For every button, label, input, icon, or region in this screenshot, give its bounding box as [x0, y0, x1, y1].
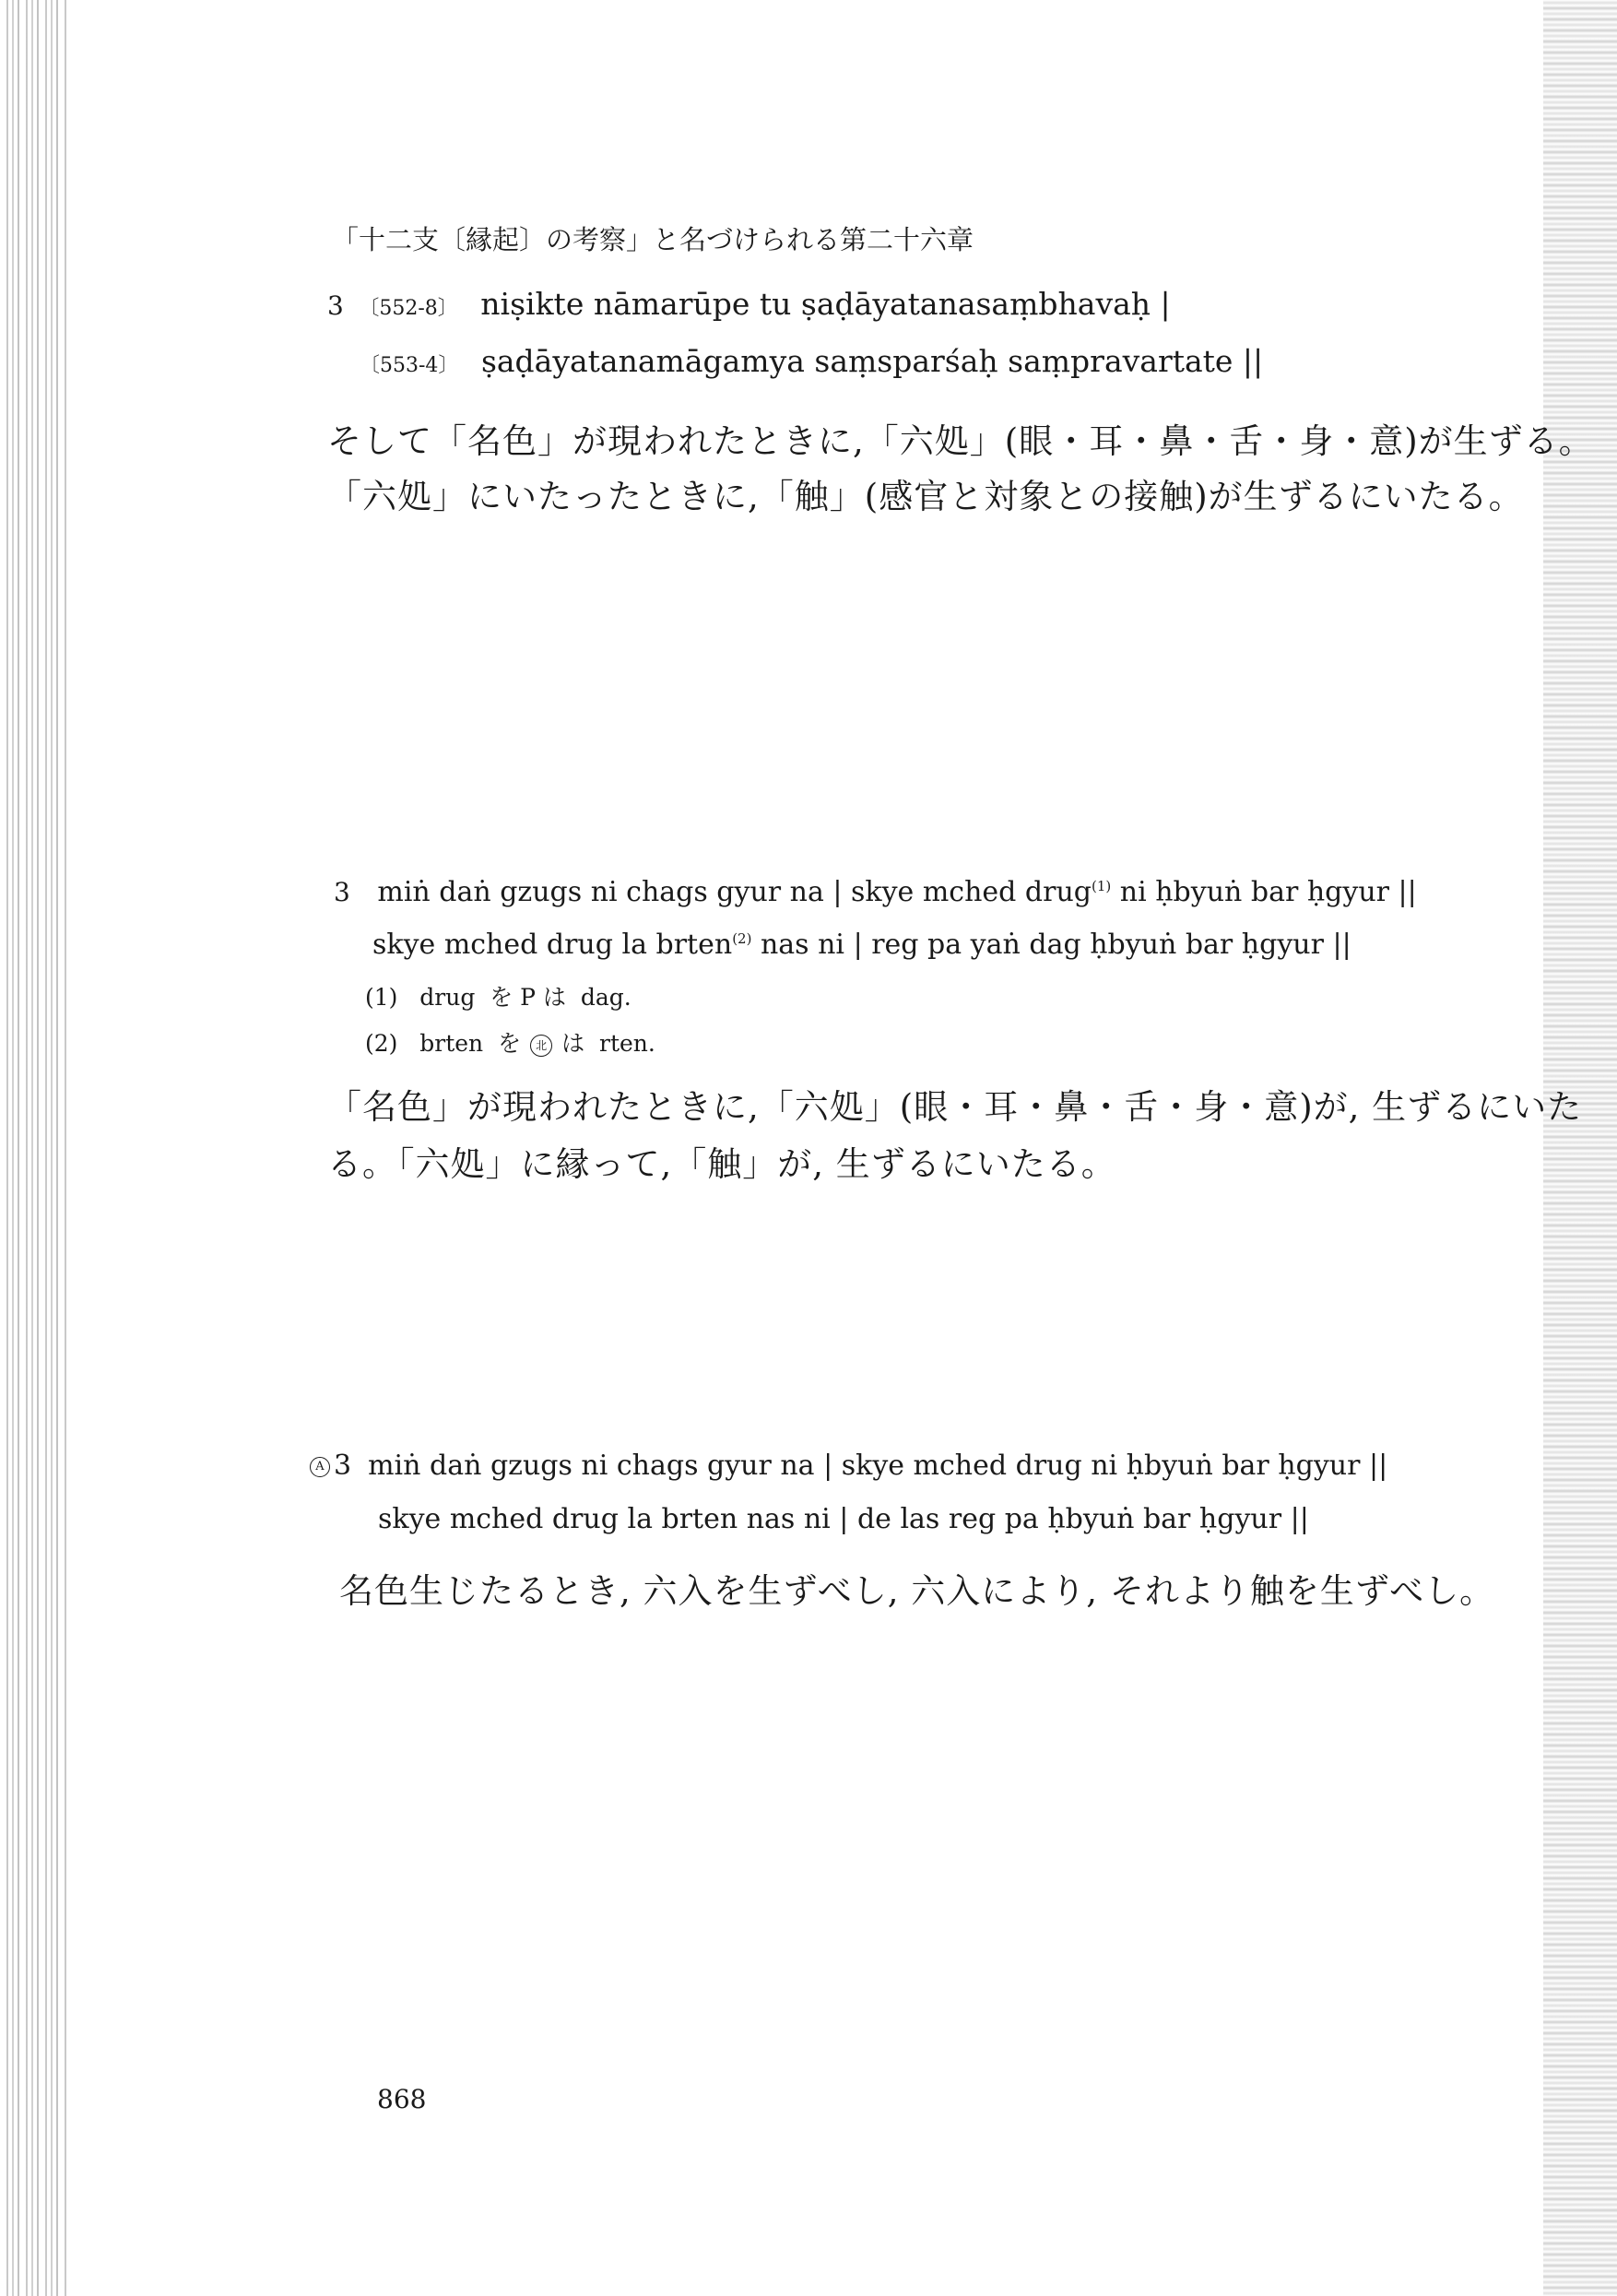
- verse-reference: 〔552-8〕: [359, 297, 458, 320]
- tibetan-translation-line-1: 「名色」が現われたときに,「六処」(眼・耳・鼻・舌・身・意)が, 生ずるにいた: [327, 1087, 1583, 1127]
- commentary-line-1: [310, 1450, 1387, 1482]
- scan-edge-right: [1543, 0, 1617, 2296]
- verse-number: 3: [334, 877, 350, 907]
- sanskrit-line-1: [327, 286, 1171, 322]
- tibetan-text: miṅ daṅ gzugs ni chags gyur na | skye mched drug ni ḥbyuṅ bar ḥgyur ||: [368, 1450, 1388, 1482]
- page-number: 868: [377, 2084, 427, 2114]
- footnote-variant: dag.: [580, 984, 631, 1011]
- verse-number: 3: [327, 290, 344, 321]
- chapter-heading: 「十二支〔縁起〕の考察」と名づけられる第二十六章: [332, 224, 974, 255]
- commentary-translation: 名色生じたるとき, 六入を生ずべし, 六入により, それより触を生ずべし。: [339, 1571, 1495, 1611]
- scan-edge-left: [0, 0, 68, 2296]
- footnote-number: (1): [365, 984, 398, 1011]
- commentary-line-2: skye mched drug la brten nas ni | de las reg pa ḥbyuṅ bar ḥgyur ||: [378, 1503, 1309, 1535]
- tibetan-text: nas ni | reg pa yaṅ dag ḥbyuṅ bar ḥgyur ||: [751, 929, 1351, 961]
- sanskrit-translation-line-1: そして「名色」が現われたときに,「六処」(眼・耳・鼻・舌・身・意)が生ずる。: [327, 421, 1594, 461]
- footnote-term: brten: [419, 1030, 484, 1057]
- footnote-term: drug: [419, 984, 476, 1011]
- peking-edition-icon: 北: [530, 1035, 552, 1057]
- footnote-number: (2): [365, 1030, 398, 1057]
- tibetan-line-2: [372, 929, 1351, 961]
- footnote-marker: (1): [1091, 878, 1112, 894]
- sanskrit-text: ṣaḍāyatanamāgamya saṃsparśaḥ saṃpravartate ||: [480, 343, 1264, 379]
- tibetan-text: skye mched drug la brten: [372, 929, 733, 961]
- footnote-text: は: [561, 1030, 585, 1057]
- tibetan-translation-line-2: る。「六処」に縁って,「触」が, 生ずるにいたる。: [327, 1144, 1116, 1184]
- verse-reference: 〔553-4〕: [360, 354, 459, 377]
- sanskrit-line-2: [354, 343, 1263, 379]
- footnote-text: を P は: [490, 984, 566, 1011]
- footnote-marker: (2): [732, 930, 752, 947]
- footnote-variant: rten.: [599, 1030, 655, 1057]
- verse-number: 3: [334, 1450, 352, 1482]
- tibetan-text: miṅ daṅ gzugs ni chags gyur na | skye mched drug: [377, 876, 1092, 908]
- sanskrit-translation-line-2: 「六処」にいたったときに,「触」(感官と対象との接触)が生ずるにいたる。: [327, 477, 1524, 516]
- footnote-1: [365, 979, 631, 1012]
- footnote-text: を: [498, 1030, 522, 1057]
- tibetan-line-1: [334, 876, 1417, 908]
- sanskrit-text: niṣikte nāmarūpe tu ṣaḍāyatanasaṃbhavaḥ |: [480, 286, 1171, 322]
- footnote-2: [365, 1025, 655, 1059]
- tibetan-text: ni ḥbyuṅ bar ḥgyur ||: [1111, 876, 1417, 908]
- commentary-mark-icon: A: [310, 1457, 330, 1477]
